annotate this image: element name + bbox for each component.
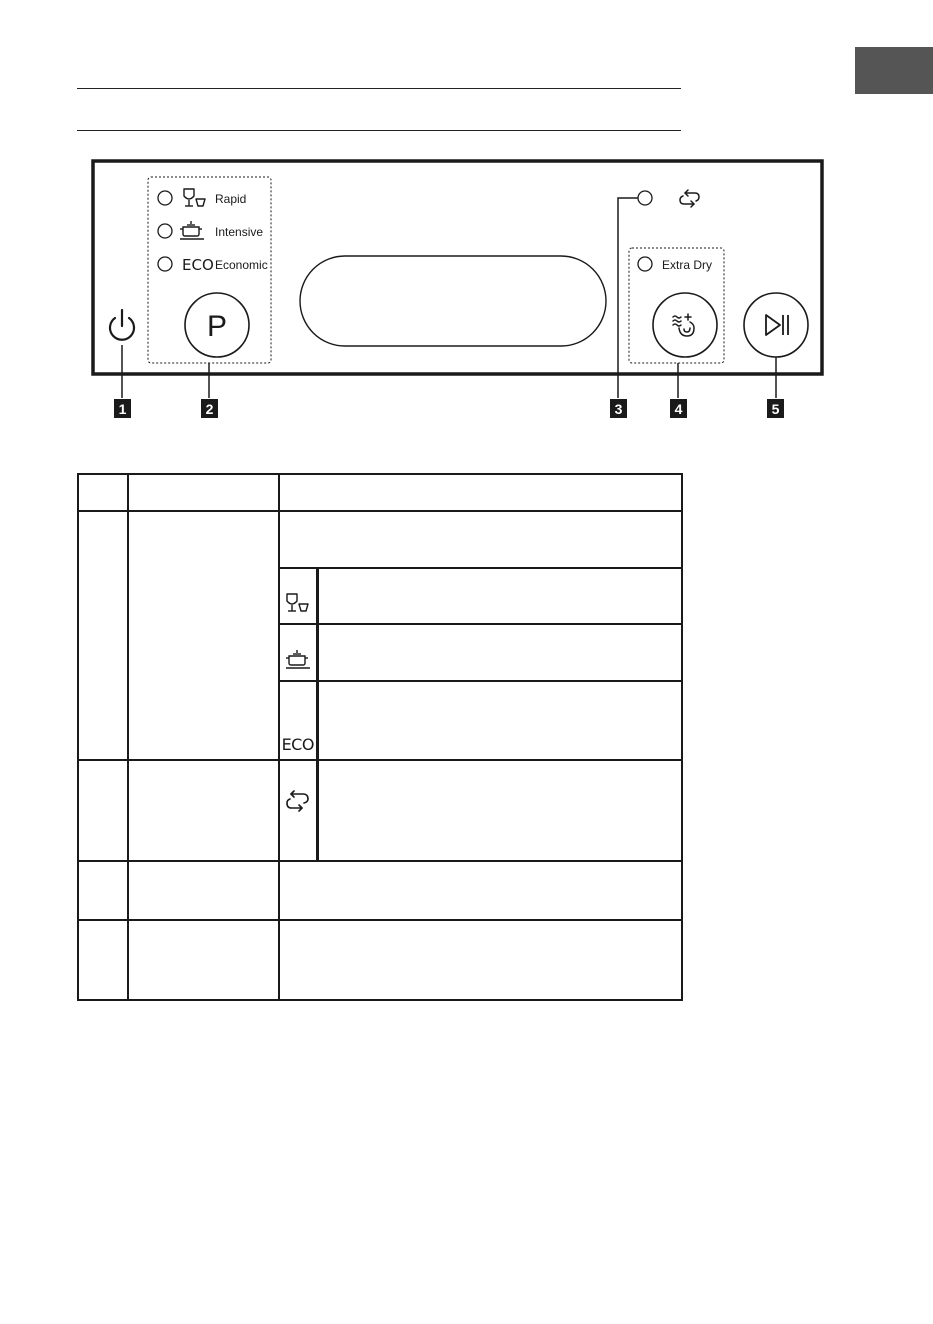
callout-badge-5 [767, 399, 784, 418]
icon-cell-rapid [279, 568, 317, 624]
callout-badge-3 [610, 399, 627, 418]
header-cell-description [279, 474, 682, 511]
half-load-icon [284, 789, 312, 813]
control-panel-diagram [0, 150, 933, 425]
led-economic [158, 257, 172, 271]
svg-text:2: 2 [205, 401, 214, 417]
row-description-cell [279, 511, 682, 568]
start-pause-button[interactable] [744, 293, 808, 357]
header-cell-name [128, 474, 279, 511]
svg-text:5: 5 [771, 401, 780, 417]
extra-dry-button[interactable] [653, 293, 717, 357]
callout-badge-4 [670, 399, 687, 418]
eco-symbol: ECO [182, 256, 214, 274]
table-row [78, 861, 682, 920]
half-load-icon [680, 190, 699, 207]
extra-dry-label: Extra Dry [662, 258, 713, 272]
desc-cell-rapid [317, 568, 682, 624]
row-name-cell [128, 511, 279, 760]
desc-cell-economic [317, 681, 682, 760]
program-label-intensive: Intensive [215, 225, 264, 239]
table-row [78, 760, 682, 861]
row-name-cell [128, 920, 279, 1000]
row-number-cell [78, 861, 128, 920]
row-number-cell [78, 760, 128, 861]
table-row [78, 920, 682, 1000]
program-label-economic: Economic [215, 258, 268, 272]
svg-text:1: 1 [118, 401, 127, 417]
function-table [77, 473, 683, 1001]
glasses-icon [285, 592, 311, 614]
row-description-cell [279, 861, 682, 920]
eco-symbol: ECO [281, 735, 314, 754]
top-rule [77, 88, 681, 89]
second-rule [77, 130, 681, 131]
program-button[interactable] [185, 293, 249, 357]
led-intensive [158, 224, 172, 238]
row-name-cell [128, 760, 279, 861]
program-button-label: P [206, 310, 228, 343]
row-number-cell [78, 920, 128, 1000]
led-extra-dry [638, 257, 652, 271]
icon-cell-economic [279, 681, 317, 760]
icon-cell-intensive [279, 624, 317, 681]
display-window [300, 256, 606, 346]
led-rapid [158, 191, 172, 205]
row-name-cell [128, 861, 279, 920]
table-row [78, 511, 682, 568]
language-tab [855, 47, 933, 94]
table-header-row [78, 474, 682, 511]
led-half-load [638, 191, 652, 205]
icon-cell-half-load [279, 760, 317, 861]
desc-cell-half-load [317, 760, 682, 861]
callout-badge-2 [201, 399, 218, 418]
svg-text:4: 4 [674, 401, 683, 417]
header-cell-number [78, 474, 128, 511]
row-number-cell [78, 511, 128, 760]
svg-text:3: 3 [614, 401, 623, 417]
pot-icon [284, 649, 312, 671]
glasses-icon [184, 189, 205, 206]
callout-line-3 [618, 198, 638, 398]
power-icon[interactable] [110, 310, 134, 340]
desc-cell-intensive [317, 624, 682, 681]
callout-badge-1 [114, 399, 131, 418]
pot-icon [180, 221, 204, 239]
program-label-rapid: Rapid [215, 192, 247, 206]
row-description-cell [279, 920, 682, 1000]
